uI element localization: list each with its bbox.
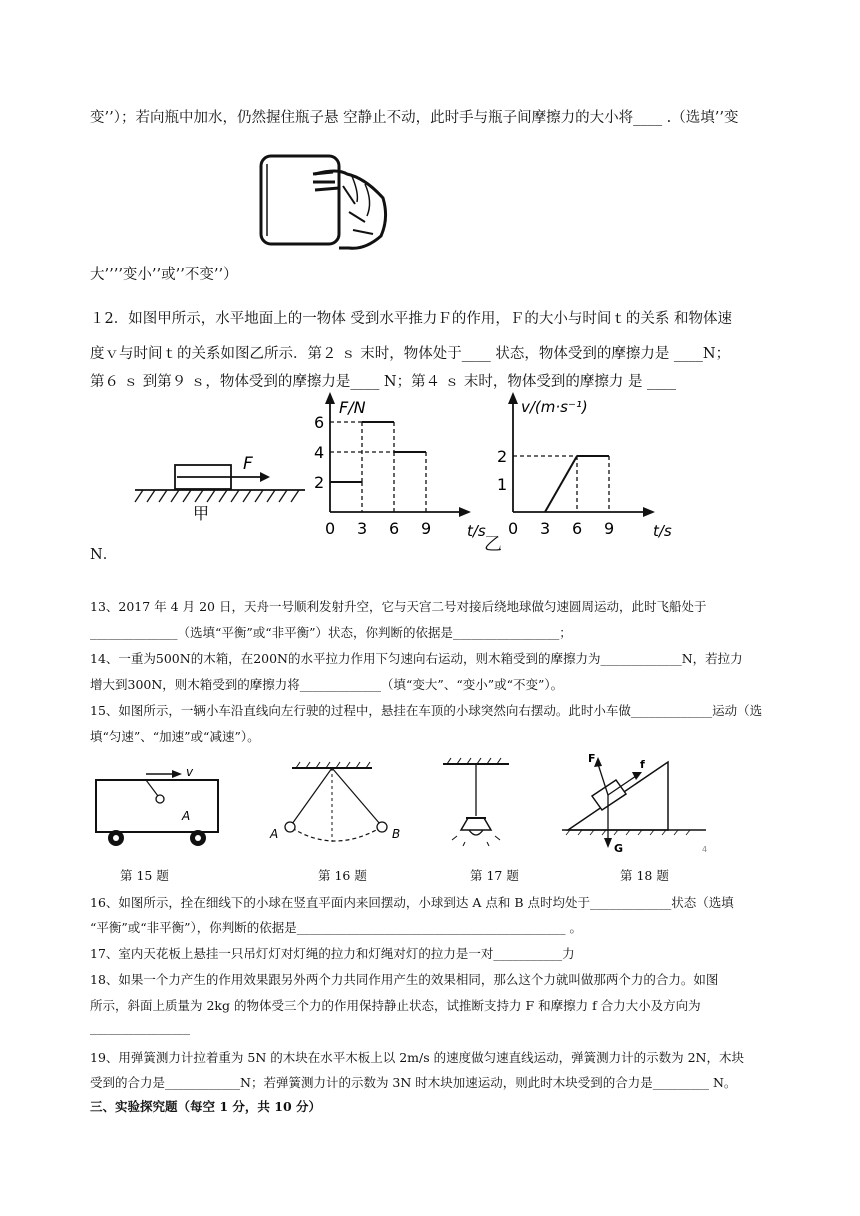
q12-line2: 度ｖ与时间ｔ的关系如图乙所示．第２ ｓ 末时，物体处于____ 状态，物体受到的摩擦力是 ____N； [90,346,731,362]
force-time-chart [305,390,508,550]
section3-heading: 三、实验探究题（每空 1 分，共 10 分） [90,1099,322,1114]
q12-line1: １2．如图甲所示，水平地面上的一物体 受到水平推力Ｆ的作用，Ｆ的大小与时间ｔ的关系 和物体速 [90,311,732,327]
q15-line2: 填“匀速”、“加速”或“减速”）。 [90,729,260,744]
caption-fig16: 第 16 题 [318,868,367,883]
q14-line2: 增大到300N，则木箱受到的摩擦力将_____________（填“变大”、“变小”或“不变”）。 [90,677,564,692]
c1-xtick-6: 6 [389,519,400,538]
q18-line2: 所示，斜面上质量为 2kg 的物体受三个力的作用保持静止状态，试推断支持力 F 和摩擦力 f 合力大小及方向为 [90,998,701,1013]
q12-line3: 第６ ｓ 到第９ ｓ，物体受到的摩擦力是____ N；第４ ｓ 末时，物体受到的摩擦力 是 ____ [90,374,677,390]
q18-line3: ________________ [90,1020,190,1035]
caption-fig15: 第 15 题 [120,868,169,883]
q12-line4: N． [90,547,118,563]
fig18-incline [560,752,710,856]
velocity-time-chart [495,390,695,550]
hand-bottle-figure [255,152,395,252]
fig15-cart [92,762,222,848]
c1-ytick-2: 2 [314,473,325,492]
chart2-xlabel: t/s [653,522,672,540]
c2-ytick-2: 2 [497,447,508,466]
fig18-mark: 4 [702,845,708,854]
fig18-f-label: F [588,752,596,765]
chart1-ylabel: F/N [339,398,366,417]
fig-jia-label: 甲 [193,504,210,523]
fig-jia-block [135,455,315,525]
q11-line2: 大’’’’变小’’或’’不变’’） [90,267,238,283]
c1-xtick-9: 9 [421,519,432,538]
c2-xtick-3: 3 [540,519,551,538]
c2-xtick-6: 6 [572,519,583,538]
q19-line2: 受到的合力是____________N；若弹簧测力计的示数为 3N 时木块加速运动，则此时木块受到的合力是_________ N。 [90,1075,737,1090]
c2-xtick-9: 9 [604,519,615,538]
q19-line1: 19、用弹簧测力计拉着重为 5N 的木块在水平木板上以 2m/s 的速度做匀速直线运动，弹簧测力计的示数为 2N，木块 [90,1050,744,1065]
q16-line2: “平衡”或“非平衡”），你判断的依据是___________________________________________ 。 [90,920,583,935]
fig-yi-label: 乙 [484,534,502,555]
q13-line1: 13、2017 年 4 月 20 日，天舟一号顺利发射升空，它与天宫二号对接后绕地球做匀速圆周运动，此时飞船处于 [90,599,707,614]
c2-xtick-0: 0 [508,519,519,538]
q17-line1: 17、室内天花板上悬挂一只吊灯灯对灯绳的拉力和灯绳对灯的拉力是一对___________力 [90,946,575,961]
q11-line1: 变’’）；若向瓶中加水，仍然握住瓶子悬 空静止不动，此时手与瓶子间摩擦力的大小将____ .（选填’’变 [90,110,739,126]
c1-ytick-6: 6 [314,413,325,432]
c1-xtick-3: 3 [357,519,368,538]
q18-line1: 18、如果一个力产生的作用效果跟另外两个力共同作用产生的效果相同，那么这个力就叫做那两个力的合力。如图 [90,972,719,987]
fig16-b-label: B [392,827,401,841]
caption-fig17: 第 17 题 [470,868,519,883]
force-label: F [243,454,253,474]
fig15-a-label: A [182,809,191,823]
chart1-xlabel: t/s [467,522,486,540]
c2-ytick-1: 1 [497,475,508,494]
fig16-pendulum [262,762,412,848]
fig18-friction-label: f [640,758,645,771]
c2-segment-0 [545,456,577,512]
q16-line1: 16、如图所示，拴在细线下的小球在竖直平面内来回摆动，小球到达 A 点和 B 点时均处于_____________状态（选填 [90,895,734,910]
fig18-g-label: G [614,842,624,855]
q14-line1: 14、一重为500N的木箱，在200N的水平拉力作用下匀速向右运动，则木箱受到的摩擦力为_____________N，若拉力 [90,651,743,666]
q13-line2: ______________（选填“平衡”或“非平衡”）状态，你判断的依据是_________________； [90,625,572,640]
c1-ytick-4: 4 [314,443,325,462]
fig16-a-label: A [270,827,279,841]
fig17-lamp [437,758,517,848]
fig15-v-label: v [186,765,194,779]
q15-line1: 15、如图所示，一辆小车沿直线向左行驶的过程中，悬挂在车顶的小球突然向右摆动。此时小车做_____________运动（选 [90,703,763,718]
c1-xtick-0: 0 [325,519,336,538]
caption-fig18: 第 18 题 [620,868,669,883]
chart2-ylabel: v/(m·s⁻¹) [521,398,588,416]
